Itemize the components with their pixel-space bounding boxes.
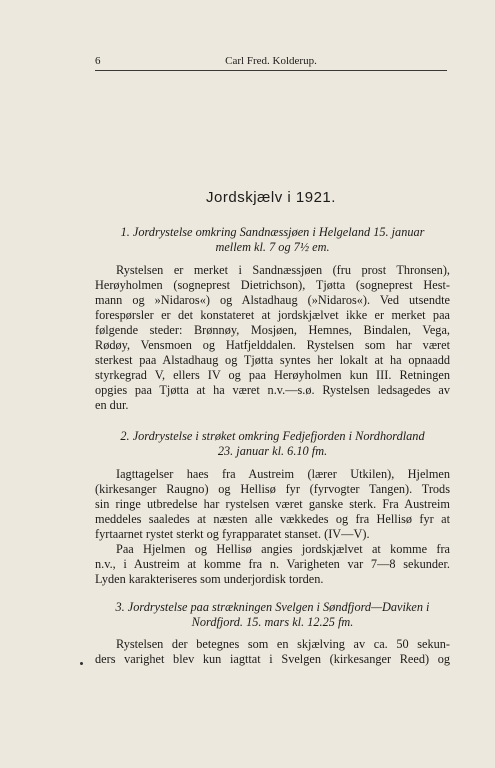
page-number: 6 — [95, 55, 101, 67]
body-line: forespørsler er det konstateret at jordskjælvet ikke er merket paa — [95, 308, 450, 322]
body-line: n.v., i Austreim at komme fra n. Varigheten var 7—8 sekunder. — [95, 557, 450, 571]
body-line: opgies paa Tjøtta at ha været n.v.—s.ø. Rystelsen ledsagedes av — [95, 383, 450, 397]
body-line: Rystelsen er merket i Sandnæssjøen (fru prost Thronsen), — [116, 263, 450, 277]
body-line: følgende steder: Brønnøy, Mosjøen, Hemnes, Bindalen, Vega, — [95, 323, 450, 337]
body-line: Lyden karakteriseres som underjordisk torden. — [95, 572, 324, 586]
body-line: sterkest paa Alstadhaug og Tjøtta syntes her lokalt at ha opnaadd — [95, 353, 450, 367]
body-line: fyrtaarnet rystet sterkt og fyrapparatet stanset. (IV—V). — [95, 527, 370, 541]
section-1-body — [95, 263, 450, 413]
body-line: sin ringe utbredelse har rystelsen været ganske sterk. Fra Austreim — [95, 497, 450, 511]
page-header — [95, 52, 447, 71]
section-1 — [95, 225, 450, 413]
body-line: styrkegrad V, ellers IV og paa Herøyholmen kun III. Retningen — [95, 368, 450, 382]
section-2 — [95, 429, 450, 587]
margin-mark — [80, 662, 83, 665]
body-line: mann og »Nidaros«) og Alstadhaug (»Nidaros«). Ved utsendte — [95, 293, 450, 307]
body-line: Rødøy, Vensmoen og Hatfjelddalen. Rystelsen som har været — [95, 338, 450, 352]
section-1-title — [95, 225, 450, 255]
body-line: en dur. — [95, 398, 129, 412]
section-title-line: 3. Jordrystelse paa strækningen Svelgen i Søndfjord—Daviken i — [115, 600, 430, 614]
body-line: (kirkesanger Raugno) og Hellisø fyr (fyrvogter Tangen). Trods — [95, 482, 450, 496]
body-line: Rystelsen der betegnes som en skjælving av ca. 50 sekun- — [116, 637, 450, 651]
section-title-line: Nordfjord. 15. mars kl. 12.25 fm. — [191, 615, 354, 629]
body-line: Herøyholmen (sogneprest Dietrichson), Tjøtta (sogneprest Hest- — [95, 278, 450, 292]
section-title-line: 2. Jordrystelse i strøket omkring Fedjefjorden i Nordhordland — [120, 429, 425, 443]
chapter-title: Jordskjælv i 1921. — [206, 189, 336, 206]
section-title-line: 1. Jordrystelse omkring Sandnæssjøen i Helgeland 15. januar — [120, 225, 425, 239]
running-title: Carl Fred. Kolderup. — [225, 55, 317, 67]
body-line: Iagttagelser haes fra Austreim (lærer Utkilen), Hjelmen — [116, 467, 450, 481]
body-line: ders varighet blev kun iagttat i Svelgen (kirkesanger Reed) og — [95, 652, 450, 666]
section-2-title — [95, 429, 450, 459]
section-title-line: mellem kl. 7 og 7½ em. — [215, 240, 330, 254]
body-line: meddeles saaledes at næsten alle vækkedes og fra Hellisø fyr at — [95, 512, 450, 526]
body-line: Paa Hjelmen og Hellisø angies jordskjælvet at komme fra — [116, 542, 450, 556]
section-title-line: 23. januar kl. 6.10 fm. — [217, 444, 328, 458]
section-3-title — [95, 600, 450, 630]
section-3 — [95, 600, 450, 667]
section-2-body — [95, 467, 450, 587]
section-3-body — [95, 637, 450, 667]
